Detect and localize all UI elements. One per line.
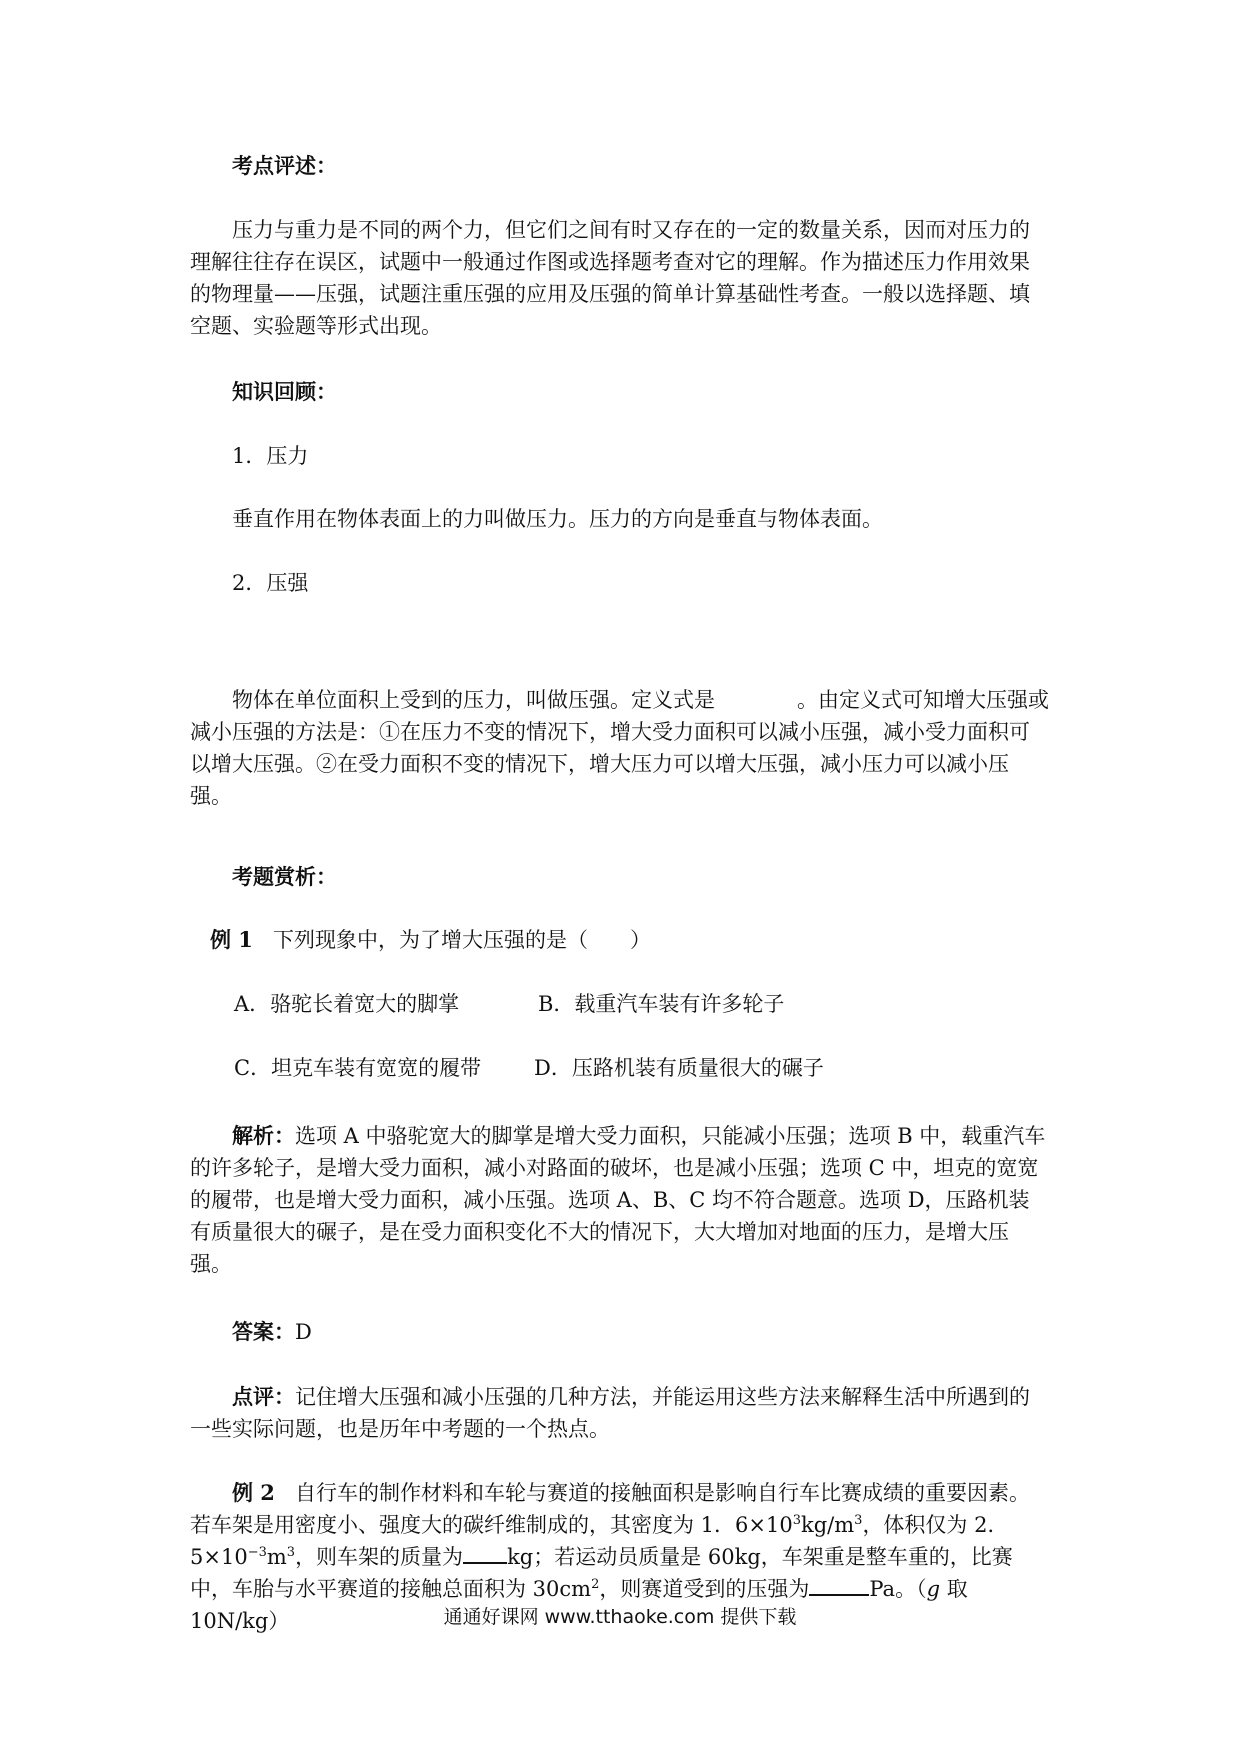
item2-text-b: 。由定义式可知增大压强或减小压强的方法是：①在压力不变的情况下，增大受力面积可以减小压强，减小受力面积可以增大压强。②在受力面积不变的情况下，增大压力可以增大压强，减小压力可以减小压强。 — [190, 688, 1049, 808]
item2-title: 2．压强 — [232, 571, 309, 595]
example1-label: 例 1 — [210, 927, 253, 952]
volume-exponent: −3 — [247, 1545, 267, 1560]
explanation-text: 选项 A 中骆驼宽大的脚掌是增大受力面积，只能减小压强；选项 B 中，载重汽车的许多轮子，是增大受力面积，减小对路面的破坏，也是减小压强；选项 C 中，坦克的宽宽的履带，也是增大受力面积，减小压强。选项 A、B、C 均不符合题意。选项 D，压路机装有质量很大的碾子，是在受力面积变化不大的情况下，大大增加对地面的压力，是增大压强。 — [190, 1124, 1046, 1276]
example1-answer — [190, 1316, 1050, 1348]
gravity-symbol: g — [926, 1577, 941, 1601]
example1-comment — [190, 1381, 1050, 1445]
example1-question-text: 下列现象中，为了增大压强的是（ ） — [272, 928, 651, 952]
item1-paragraph: 垂直作用在物体表面上的力叫做压力。压力的方向是垂直与物体表面。 — [232, 507, 883, 531]
example2-text-3: ，体积仅为 2．5×10 — [190, 1513, 1009, 1569]
answer-label: 答案： — [232, 1319, 295, 1344]
mass-answer-blank[interactable] — [463, 1542, 507, 1564]
unit-exponent: 3 — [854, 1513, 863, 1528]
comment-text: 记住增大压强和减小压强的几种方法，并能运用这些方法来解释生活中所遇到的一些实际问题，也是历年中考题的一个热点。 — [190, 1385, 1030, 1441]
page-footer: 通通好课网 www.tthaoke.com 提供下载 — [443, 1606, 797, 1628]
option-d: D．压路机装有质量很大的碾子 — [534, 1056, 824, 1080]
option-b: B．载重汽车装有许多轮子 — [538, 992, 785, 1016]
item2-text-a: 物体在单位面积上受到的压力，叫做压强。定义式是 — [232, 688, 715, 712]
example2-text-8: Pa。（ — [869, 1577, 927, 1601]
answer-text: D — [295, 1320, 312, 1344]
example2-text-5: ，则车架的质量为 — [295, 1545, 464, 1569]
analysis-heading: 考题赏析： — [232, 864, 337, 889]
area-exponent: 2 — [591, 1577, 600, 1592]
density-exponent: 3 — [792, 1513, 801, 1528]
volume-unit-exponent: 3 — [286, 1545, 296, 1560]
example2-text-4: m — [266, 1545, 287, 1569]
option-a: A．骆驼长着宽大的脚掌 — [234, 992, 460, 1016]
review-paragraph: 压力与重力是不同的两个力，但它们之间有时又存在的一定的数量关系，因而对压力的理解往往存在误区，试题中一般通过作图或选择题考查对它的理解。作为描述压力作用效果的物理量——压强，试题注重压强的应用及压强的简单计算基础性考查。一般以选择题、填空题、实验题等形式出现。 — [190, 218, 1030, 338]
item1-title: 1．压力 — [232, 444, 309, 468]
example1-options-row1 — [190, 988, 1094, 1020]
example2-text-6: kg；若运动员质量是 60kg，车架重是整车重的，比赛中，车胎与水平赛道的接触总面积为 30cm — [190, 1545, 1013, 1601]
example1-question — [190, 924, 1070, 956]
item2-paragraph — [190, 684, 1050, 812]
option-c: C．坦克车装有宽宽的履带 — [234, 1056, 482, 1080]
explanation-label: 解析： — [232, 1123, 295, 1148]
example2-text-9: 取 10N/kg） — [190, 1577, 968, 1633]
example2-text-1: 自行车的制作材料和车轮与赛道的接触面积是影响自行车比赛成绩的重要因素。若车架是用密度小、强度大的碳纤维制成的，其密度为 1．6×10 — [190, 1481, 1030, 1537]
example2-text-2: kg/m — [801, 1513, 855, 1537]
comment-label: 点评： — [232, 1384, 295, 1409]
example1-explanation — [190, 1120, 1050, 1280]
knowledge-heading: 知识回顾： — [232, 379, 337, 404]
example2-label: 例 2 — [232, 1480, 275, 1505]
pressure-answer-blank[interactable] — [809, 1574, 869, 1596]
example1-options-row2 — [190, 1052, 1094, 1084]
example2-text-7: ，则赛道受到的压强为 — [599, 1577, 810, 1601]
review-heading: 考点评述： — [232, 153, 337, 178]
